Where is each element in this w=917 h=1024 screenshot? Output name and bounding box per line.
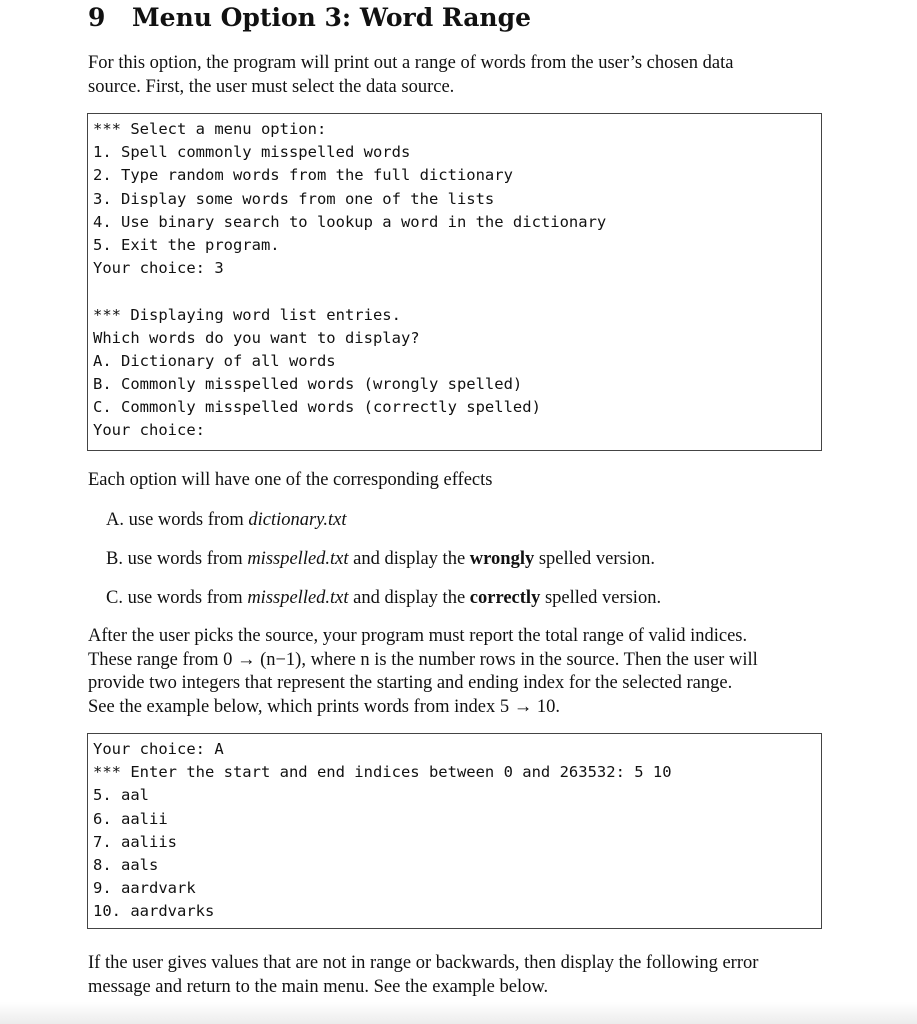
section-number: 9 <box>88 3 106 32</box>
example-line: *** Enter the start and end indices between 0 and 263532: 5 10 <box>93 763 672 782</box>
option-filename: dictionary.txt <box>248 510 347 530</box>
menu-line: B. Commonly misspelled words (wrongly spelled) <box>93 375 523 394</box>
error-line-1: If the user gives values that are not in range or backwards, then display the following error <box>88 953 759 973</box>
range-line-2: These range from 0 → (n−1), where n is the number rows in the source. Then the user will <box>88 649 758 670</box>
section-heading <box>88 2 531 34</box>
option-bold-word: wrongly <box>469 549 535 569</box>
menu-line: Your choice: <box>93 421 205 440</box>
example-line: 6. aalii <box>93 809 168 828</box>
option-text-pre: use words from <box>128 510 249 530</box>
range-line-3: provide two integers that represent the starting and ending index for the selected range. <box>88 673 733 693</box>
option-text-mid: and display the <box>348 549 470 569</box>
menu-output-box <box>87 113 822 451</box>
menu-line: Which words do you want to display? <box>93 328 420 347</box>
example-line: 8. aals <box>93 855 159 874</box>
error-paragraph <box>88 952 828 999</box>
example-output-box <box>87 733 822 929</box>
intro-line-1: For this option, the program will print out a range of words from the user’s chosen data <box>88 53 734 73</box>
example-line: 10. aardvarks <box>93 902 215 921</box>
page-bottom-edge <box>0 1002 917 1024</box>
menu-line: A. Dictionary of all words <box>93 351 336 370</box>
option-filename: misspelled.txt <box>247 549 349 569</box>
option-filename: misspelled.txt <box>247 588 349 608</box>
effect-option-a <box>106 508 346 532</box>
effects-lead <box>88 469 828 493</box>
option-bold-word: correctly <box>469 588 541 608</box>
option-letter: B. <box>106 549 123 569</box>
menu-line: C. Commonly misspelled words (correctly spelled) <box>93 398 541 417</box>
menu-blank-line <box>93 280 821 303</box>
example-line: Your choice: A <box>93 740 224 758</box>
section-title: Menu Option 3: Word Range <box>132 3 531 32</box>
option-text-post: spelled version. <box>540 588 662 608</box>
option-text-pre: use words from <box>127 588 248 608</box>
menu-line: 3. Display some words from one of the lists <box>93 189 495 208</box>
effect-option-c <box>106 586 661 610</box>
menu-line: 2. Type random words from the full dictionary <box>93 166 513 185</box>
menu-line: 1. Spell commonly misspelled words <box>93 143 411 162</box>
menu-line: 5. Exit the program. <box>93 235 280 254</box>
range-paragraph <box>88 625 828 719</box>
example-line: 5. aal <box>93 786 149 805</box>
menu-line: Your choice: 3 <box>93 259 224 278</box>
menu-line: *** Select a menu option: <box>93 120 327 138</box>
intro-line-2: source. First, the user must select the data source. <box>88 76 455 97</box>
example-line: 9. aardvark <box>93 879 196 898</box>
effect-option-b <box>106 547 655 571</box>
option-text-post: spelled version. <box>534 549 655 569</box>
range-line-4: See the example below, which prints words from index 5 → 10. <box>88 696 560 717</box>
menu-line: 4. Use binary search to lookup a word in the dictionary <box>93 212 607 231</box>
option-text-mid: and display the <box>348 588 470 608</box>
effects-lead-text: Each option will have one of the corresponding effects <box>88 470 493 490</box>
option-letter: A. <box>106 510 124 530</box>
menu-line: *** Displaying word list entries. <box>93 305 401 324</box>
intro-paragraph <box>88 52 828 99</box>
option-text-pre: use words from <box>127 549 248 569</box>
example-line: 7. aaliis <box>93 832 177 851</box>
range-line-1: After the user picks the source, your program must report the total range of valid indices. <box>88 626 748 646</box>
error-line-2: message and return to the main menu. See the example below. <box>88 976 549 997</box>
option-letter: C. <box>106 588 123 608</box>
